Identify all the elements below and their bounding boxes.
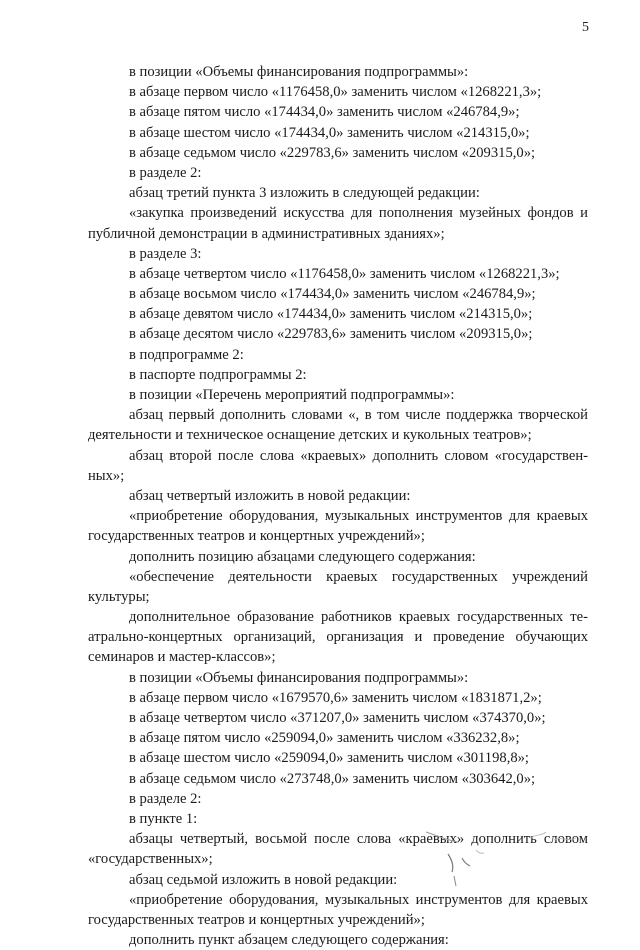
text-line: в абзаце четвертом число «371207,0» заменить числом «374370,0»; bbox=[129, 710, 546, 726]
handwritten-marks bbox=[418, 820, 598, 890]
text-line: в абзаце шестом число «259094,0» заменить числом «301198,8»; bbox=[129, 750, 529, 767]
text-line: ных»; bbox=[88, 467, 125, 484]
text-line: в разделе 3: bbox=[129, 245, 202, 262]
text-line: «государственных»; bbox=[88, 851, 213, 868]
text-line: в позиции «Перечень мероприятий подпрограммы»: bbox=[129, 387, 455, 403]
text-line: в позиции «Объемы финансирования подпрограммы»: bbox=[129, 64, 469, 80]
text-line: в абзаце десятом число «229783,6» заменить числом «209315,0»; bbox=[129, 326, 533, 343]
text-line: в разделе 2: bbox=[129, 790, 202, 807]
text-line: «приобретение оборудования, музыкальных инструментов для краевых bbox=[129, 891, 588, 908]
text-line: «обеспечение деятельности краевых государственных учреждений bbox=[129, 568, 588, 585]
text-line: в абзаце первом число «1679570,6» заменить числом «1831871,2»; bbox=[129, 689, 542, 706]
text-line: в паспорте подпрограммы 2: bbox=[129, 366, 307, 383]
document-body bbox=[88, 62, 588, 950]
text-line: в абзаце восьмом число «174434,0» заменить числом «246784,9»; bbox=[129, 286, 536, 303]
text-line: в абзаце седьмом число «273748,0» заменить числом «303642,0»; bbox=[129, 770, 536, 787]
text-line: в абзаце девятом число «174434,0» заменить числом «214315,0»; bbox=[129, 306, 533, 323]
text-line: дополнить пункт абзацем следующего содержания: bbox=[129, 932, 449, 949]
text-line: абзац первый дополнить словами «, в том числе поддержка творческой bbox=[129, 407, 588, 424]
text-line: в абзаце седьмом число «229783,6» заменить числом «209315,0»; bbox=[129, 144, 536, 161]
text-line: в абзаце четвертом число «1176458,0» заменить числом «1268221,3»; bbox=[129, 265, 560, 282]
text-line: дополнительное образование работников краевых государственных те- bbox=[129, 609, 588, 626]
text-line: публичной демонстрации в административных зданиях»; bbox=[88, 225, 445, 242]
text-line: в подпрограмме 2: bbox=[129, 346, 244, 363]
page-number: 5 bbox=[582, 20, 589, 35]
text-line: абзац седьмой изложить в новой редакции: bbox=[129, 871, 398, 888]
text-line: в абзаце первом число «1176458,0» заменить числом «1268221,3»; bbox=[129, 84, 542, 101]
text-line: «приобретение оборудования, музыкальных инструментов для краевых bbox=[129, 508, 588, 525]
text-line: в абзаце шестом число «174434,0» заменить числом «214315,0»; bbox=[129, 124, 530, 141]
text-line: в позиции «Объемы финансирования подпрограммы»: bbox=[129, 669, 469, 686]
text-line: семинаров и мастер-классов»; bbox=[88, 649, 276, 666]
text-line: в абзаце пятом число «259094,0» заменить числом «336232,8»; bbox=[129, 730, 520, 747]
text-line: государственных театров и концертных учреждений»; bbox=[88, 911, 425, 928]
text-line: абзацы четвертый, восьмой после слова «краевых» дополнить словом bbox=[129, 831, 588, 848]
text-line: атрально-концертных организаций, организация и проведение обучающих bbox=[88, 629, 588, 646]
text-line: абзац второй после слова «краевых» дополнить словом «государствен- bbox=[129, 447, 588, 464]
text-line: в пункте 1: bbox=[129, 810, 198, 827]
text-line: культуры; bbox=[88, 588, 150, 605]
text-line: «закупка произведений искусства для пополнения музейных фондов и bbox=[129, 205, 588, 222]
text-line: дополнить позицию абзацами следующего содержания: bbox=[129, 548, 476, 565]
text-line: абзац четвертый изложить в новой редакции: bbox=[129, 487, 411, 504]
text-line: абзац третий пункта 3 изложить в следующей редакции: bbox=[129, 185, 480, 202]
text-line: в абзаце пятом число «174434,0» заменить числом «246784,9»; bbox=[129, 104, 520, 121]
text-line: деятельности и техническое оснащение детских и кукольных театров»; bbox=[88, 427, 532, 444]
text-line: в разделе 2: bbox=[129, 164, 202, 181]
text-line: государственных театров и концертных учреждений»; bbox=[88, 528, 425, 545]
